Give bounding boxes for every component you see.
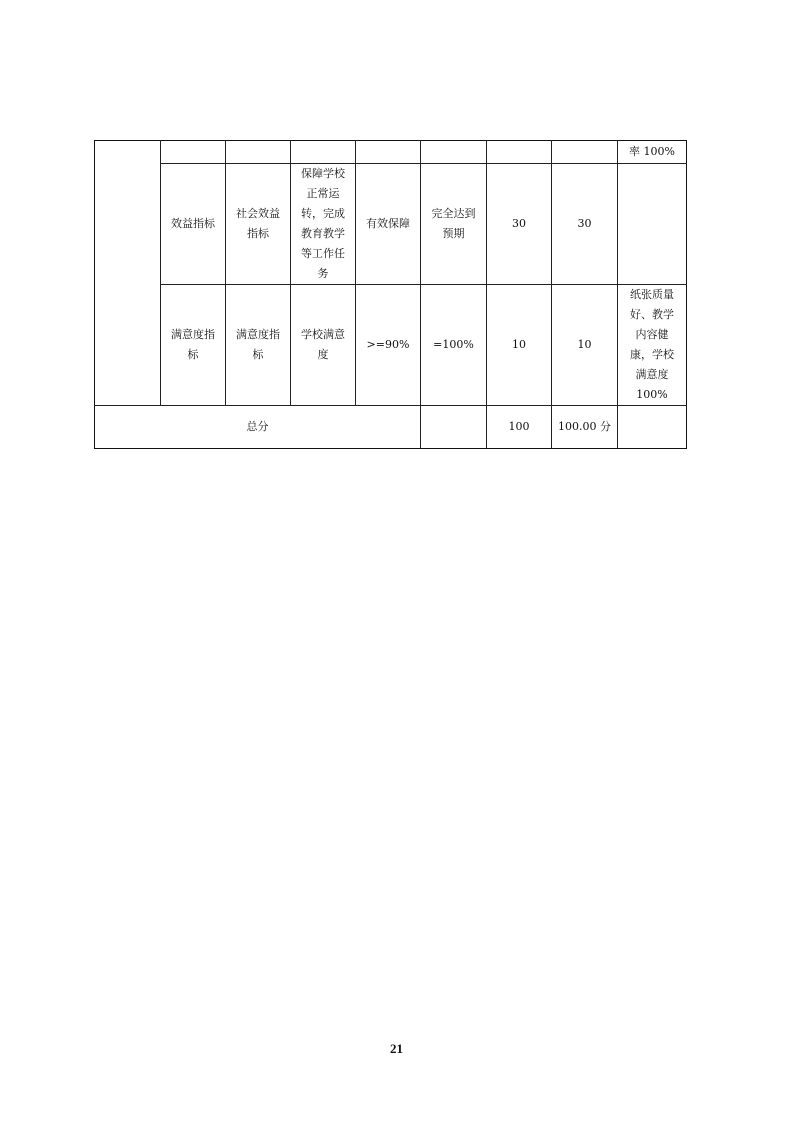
level3-indicator-text: 社会效益指标 (236, 207, 280, 240)
total-score-text: 100.00 分 (558, 420, 611, 433)
score-text: 10 (577, 338, 592, 351)
actual-value-cell (421, 285, 487, 406)
level3-indicator-cell (226, 285, 291, 406)
total-weight-text: 100 (508, 420, 530, 433)
level2-indicator-text: 满意度指标 (171, 328, 215, 361)
page-number: 21 (390, 1041, 403, 1056)
score-cell (552, 285, 618, 406)
level2-indicator-cell (161, 141, 226, 164)
table-row-continuation (95, 141, 687, 164)
weight-cell (487, 285, 552, 406)
target-value-cell (356, 141, 421, 164)
level3-indicator-cell (226, 141, 291, 164)
indicator-content-text: 保障学校正常运转，完成教育教学等工作任务 (301, 167, 345, 280)
indicator-content-cell (291, 285, 356, 406)
indicator-content-cell (291, 164, 356, 285)
level2-indicator-cell (161, 164, 226, 285)
table-row-total (95, 406, 687, 449)
score-cell (552, 141, 618, 164)
score-cell (552, 164, 618, 285)
total-label-text: 总分 (246, 420, 269, 433)
actual-value-cell (421, 406, 487, 449)
weight-text: 10 (512, 338, 526, 351)
weight-cell (487, 141, 552, 164)
remark-text: 纸张质量好、教学内容健康，学校满意度100% (630, 288, 674, 401)
remark-cell (618, 141, 687, 164)
indicator-content-cell (291, 141, 356, 164)
remark-cell (618, 164, 687, 285)
remark-cell (618, 406, 687, 449)
table-row-benefit (95, 164, 687, 285)
performance-indicator-table (94, 140, 687, 449)
level3-indicator-text: 满意度指标 (236, 328, 280, 361)
target-value-text: 有效保障 (366, 217, 410, 230)
actual-value-cell (421, 164, 487, 285)
table-row-satisfaction (95, 285, 687, 406)
target-value-cell (356, 285, 421, 406)
total-label-cell (95, 406, 421, 449)
target-value-cell (356, 164, 421, 285)
actual-value-text: 完全达到预期 (431, 207, 476, 240)
level2-indicator-text: 效益指标 (171, 217, 215, 230)
remark-cell (618, 285, 687, 406)
indicator-content-text: 学校满意度 (301, 328, 345, 361)
weight-cell (487, 164, 552, 285)
score-cell (552, 406, 618, 449)
weight-text: 30 (512, 217, 526, 230)
target-value-text: >=90% (366, 338, 410, 351)
level2-indicator-cell (161, 285, 226, 406)
actual-value-text: =100% (433, 338, 474, 351)
level3-indicator-cell (226, 164, 291, 285)
score-text: 30 (577, 217, 592, 230)
actual-value-cell (421, 141, 487, 164)
remark-text: 率 100% (629, 145, 675, 158)
weight-cell (487, 406, 552, 449)
level1-indicator-cell (95, 141, 161, 406)
